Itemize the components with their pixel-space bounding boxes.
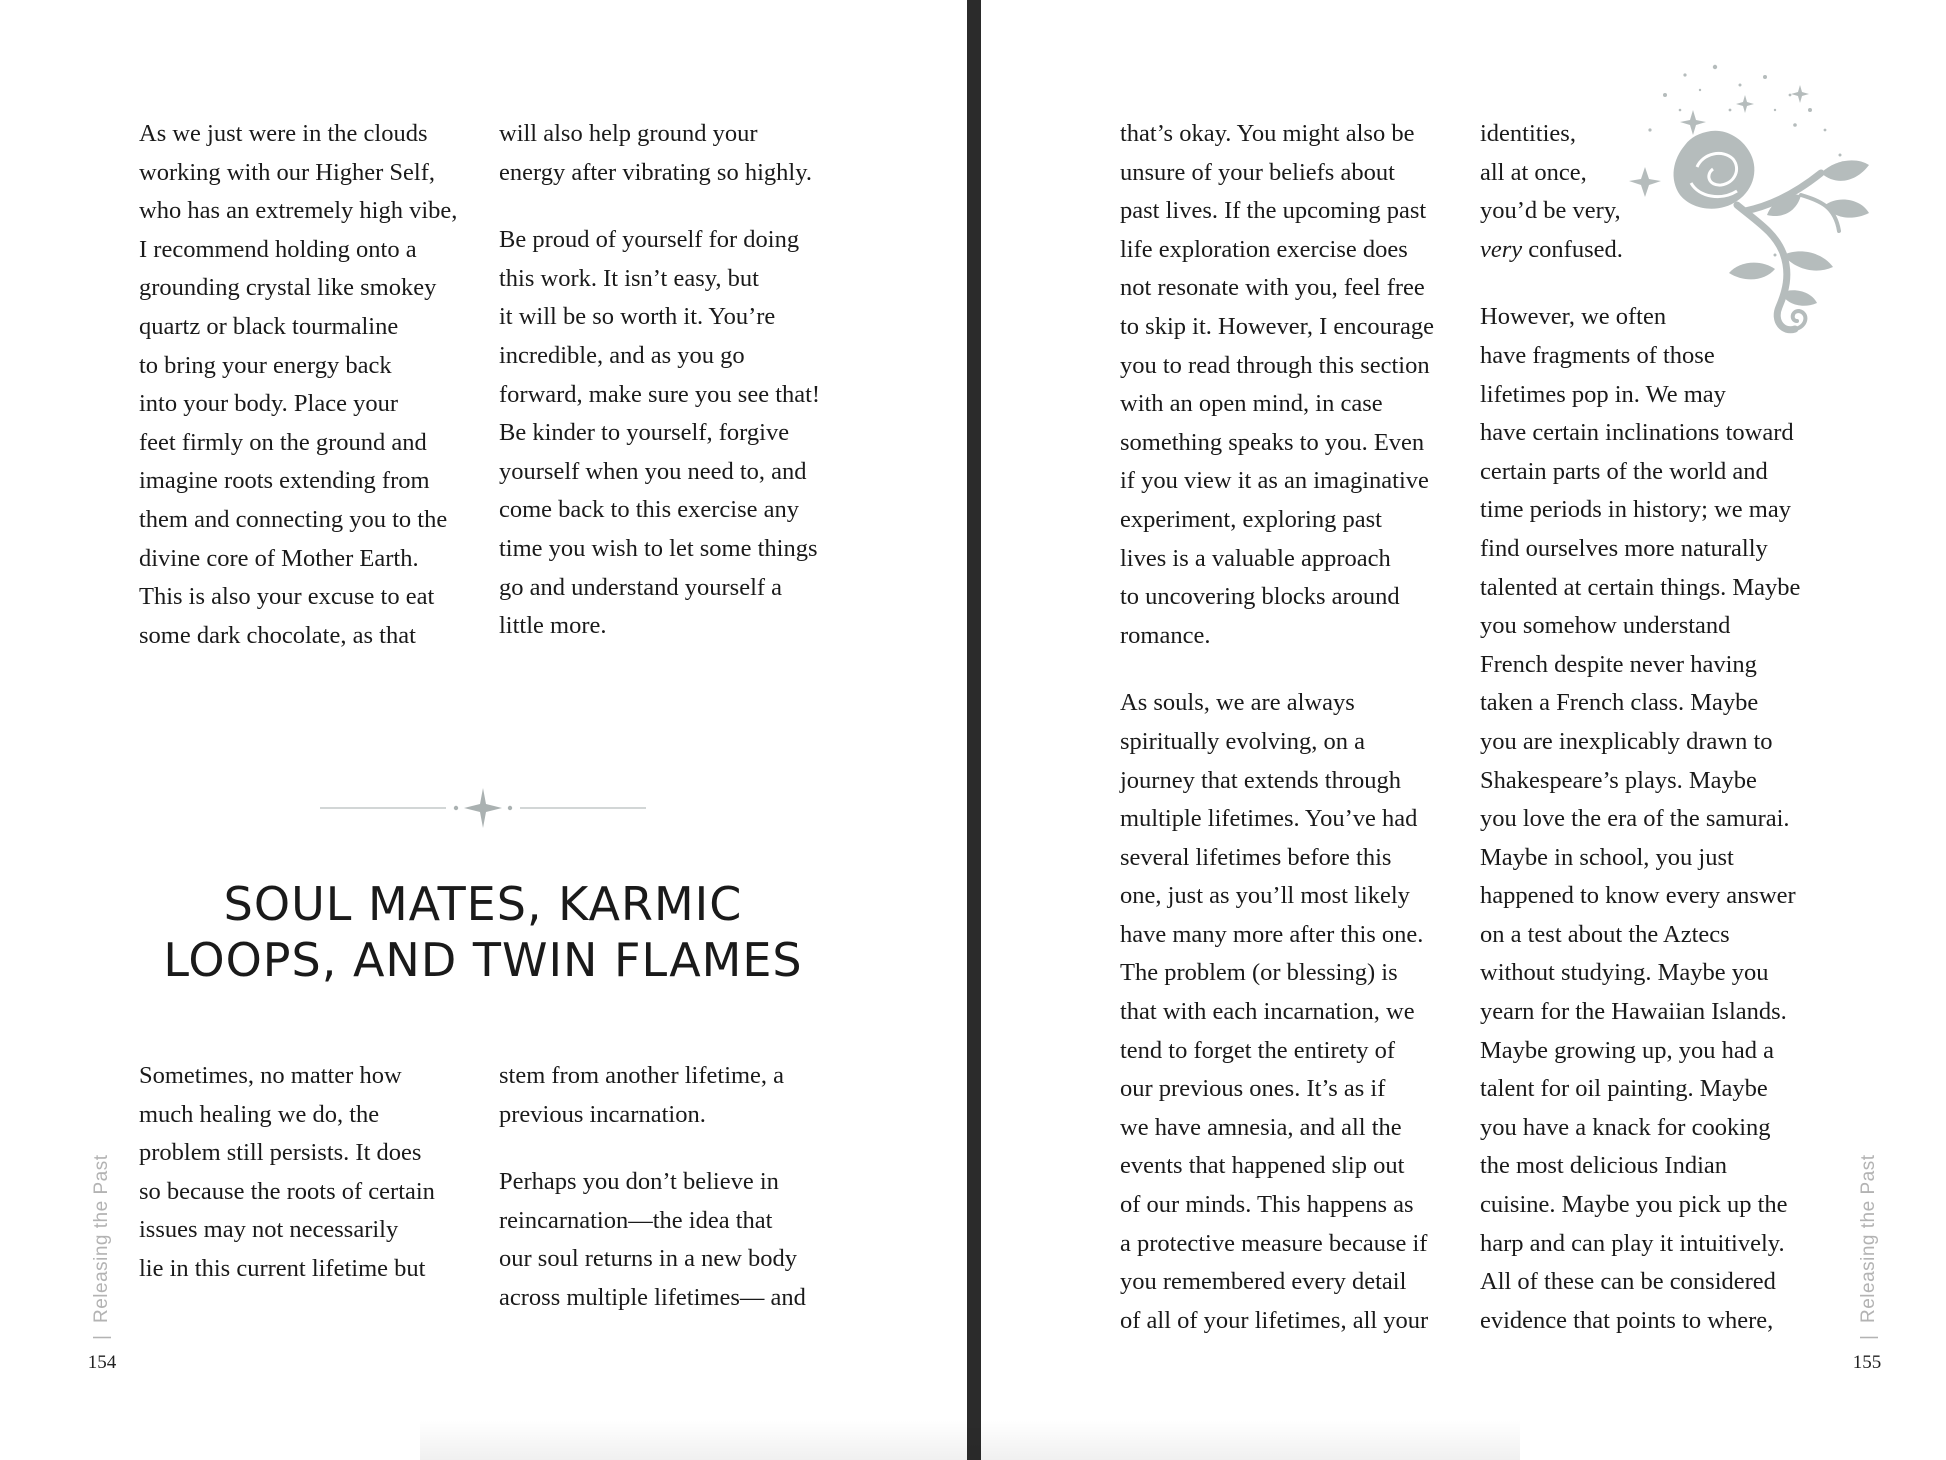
heading-line: LOOPS, AND TWIN FLAMES [163,933,803,987]
text-line: French despite never having [1480,650,1757,678]
text-line: to skip it. However, I encourage [1120,312,1435,340]
text-line: spiritually evolving, on a [1120,727,1365,755]
text-line: lie in this current lifetime but [139,1254,426,1282]
text-line: to uncovering blocks around [1120,583,1400,611]
text-line: to bring your energy back [139,351,392,379]
text-line: have certain inclinations toward [1480,419,1794,447]
text-line: it will be so worth it. You’re [499,303,776,331]
text-line: you love the era of the samurai. [1480,805,1790,833]
text-line: Shakespeare’s plays. Maybe [1480,766,1757,794]
text-line: certain parts of the world and [1480,457,1768,485]
text-line: you have a knack for cooking [1480,1113,1771,1141]
text-line: Maybe growing up, you had a [1480,1036,1774,1064]
section-column-2 [499,1057,869,1347]
text-line: Be proud of yourself for doing [499,226,800,254]
text-line: grounding crystal like smokey [139,274,437,302]
paragraph [1120,115,1465,655]
text-line: so because the roots of certain [139,1177,435,1205]
text-line: As souls, we are always [1120,689,1355,717]
text-line: lives is a valuable approach [1120,544,1391,572]
text-line: quartz or black tourmaline [139,312,399,340]
text-line: will also help ground your [499,120,758,147]
text-line: However, we often [1480,303,1667,331]
paragraph [499,115,869,192]
section-heading [110,876,856,988]
text-line: you are inexplicably drawn to [1480,727,1773,755]
text-line: we have amnesia, and all the [1120,1113,1402,1141]
running-head [91,1040,115,1340]
text-line: several lifetimes before this [1120,843,1392,871]
text-line: As we just were in the clouds [139,120,428,147]
text-line: something speaks to you. Even [1120,428,1425,456]
text-line: events that happened slip out [1120,1152,1405,1180]
text-line: All of these can be considered [1480,1268,1776,1296]
text-line: you to read through this section [1120,351,1430,379]
section-column-1 [139,1057,479,1318]
text-line: some dark chocolate, as that [139,621,416,649]
text-line: talent for oil painting. Maybe [1480,1075,1768,1103]
text-line: past lives. If the upcoming past [1120,197,1427,225]
text-line: cuisine. Maybe you pick up the [1480,1191,1788,1219]
text-line: talented at certain things. Maybe [1480,573,1801,601]
text-line: with an open mind, in case [1120,390,1383,418]
italic-word: very [1480,235,1523,263]
text-line: This is also your excuse to eat [139,583,435,611]
text-line: unsure of your beliefs about [1120,158,1395,186]
text-line: working with our Higher Self, [139,158,435,186]
text-line: energy after vibrating so highly. [499,158,812,186]
text-line: without studying. Maybe you [1480,959,1769,987]
text-line: time you wish to let some things [499,534,818,562]
text-line: stem from another lifetime, a [499,1062,785,1089]
text-line: them and connecting you to the [139,505,448,533]
text-line: Perhaps you don’t believe in [499,1168,779,1196]
text-line: harp and can play it intuitively. [1480,1229,1785,1257]
text-line: Be kinder to yourself, forgive [499,419,790,447]
paragraph [499,221,869,646]
text-line: problem still persists. It does [139,1139,422,1167]
paragraph [499,1057,869,1134]
running-head [1858,1040,1882,1340]
intro-column-1 [139,115,479,684]
intro-column-2 [499,115,869,675]
paragraph [139,115,479,655]
text-fragment: confused. [1522,235,1623,263]
text-line: issues may not necessarily [139,1216,399,1244]
text-line: all at once, [1480,158,1587,186]
text-line: time periods in history; we may [1480,496,1791,524]
text-line: come back to this exercise any [499,496,800,524]
text-line: Maybe in school, you just [1480,843,1734,871]
sparkle-divider-icon [318,786,648,830]
paragraph [1120,684,1465,1340]
text-line: journey that extends through [1120,766,1402,794]
left-page [0,0,967,1460]
text-line: across multiple lifetimes— and [499,1283,806,1311]
text-line: have fragments of those [1480,341,1715,369]
text-line: happened to know every answer [1480,882,1796,910]
paragraph [139,1057,479,1289]
text-line: of all of your lifetimes, all your [1120,1306,1429,1334]
text-line: you’d be very, [1480,197,1621,225]
text-line: incredible, and as you go [499,341,745,369]
text-line: feet firmly on the ground and [139,428,427,456]
text-line: The problem (or blessing) is [1120,959,1398,987]
text-line: tend to forget the entirety of [1120,1036,1396,1064]
book-spine [967,0,981,1460]
text-line: our previous ones. It’s as if [1120,1075,1386,1103]
text-line: into your body. Place your [139,390,399,418]
text-line: previous incarnation. [499,1100,706,1128]
text-line: this work. It isn’t easy, but [499,264,759,292]
text-line: reincarnation—the idea that [499,1206,773,1234]
text-line: divine core of Mother Earth. [139,544,419,572]
text-line: lifetimes pop in. We may [1480,380,1726,408]
text-line: that’s okay. You might also be [1120,120,1415,147]
text-line: of our minds. This happens as [1120,1191,1414,1219]
rose-ornament-icon [1625,55,1905,355]
text-line: have many more after this one. [1120,920,1424,948]
text-line: forward, make sure you see that! [499,380,821,408]
text-line: I recommend holding onto a [139,235,417,263]
text-line: yearn for the Hawaiian Islands. [1480,998,1787,1026]
text-line: who has an extremely high vibe, [139,197,458,225]
text-line: romance. [1120,621,1211,649]
text-line: yourself when you need to, and [499,457,807,485]
running-head-text: Releasing the Past [1858,1154,1879,1323]
right-column-1 [1120,115,1465,1369]
page-number: 155 [1852,1352,1882,1373]
paragraph [499,1163,869,1317]
text-line: find ourselves more naturally [1480,534,1768,562]
text-line: little more. [499,612,607,640]
text-line: a protective measure because if [1120,1229,1428,1257]
text-line: the most delicious Indian [1480,1152,1727,1180]
running-head-bar: | [91,1323,112,1340]
text-line: our soul returns in a new body [499,1245,798,1273]
text-line: identities, [1480,120,1576,147]
text-line: you remembered every detail [1120,1268,1407,1296]
text-line: go and understand yourself a [499,573,783,601]
text-line: not resonate with you, feel free [1120,274,1425,302]
page-number: 154 [87,1352,117,1373]
text-line: that with each incarnation, we [1120,998,1415,1026]
text-line: life exploration exercise does [1120,235,1408,263]
page-shadow [420,1420,1520,1460]
text-line: imagine roots extending from [139,467,430,495]
text-line: if you view it as an imaginative [1120,467,1429,495]
text-line: experiment, exploring past [1120,505,1382,533]
text-line: much healing we do, the [139,1100,380,1128]
text-line: taken a French class. Maybe [1480,689,1759,717]
running-head-bar: | [1858,1323,1879,1340]
running-head-text: Releasing the Past [91,1154,112,1323]
heading-line: SOUL MATES, KARMIC [223,877,743,931]
text-line: one, just as you’ll most likely [1120,882,1410,910]
text-line: Sometimes, no matter how [139,1062,402,1089]
paragraph [1480,298,1840,1340]
text-line: you somehow understand [1480,612,1731,640]
text-line: evidence that points to where, [1480,1306,1774,1334]
text-line: multiple lifetimes. You’ve had [1120,805,1418,833]
text-line: on a test about the Aztecs [1480,920,1730,948]
